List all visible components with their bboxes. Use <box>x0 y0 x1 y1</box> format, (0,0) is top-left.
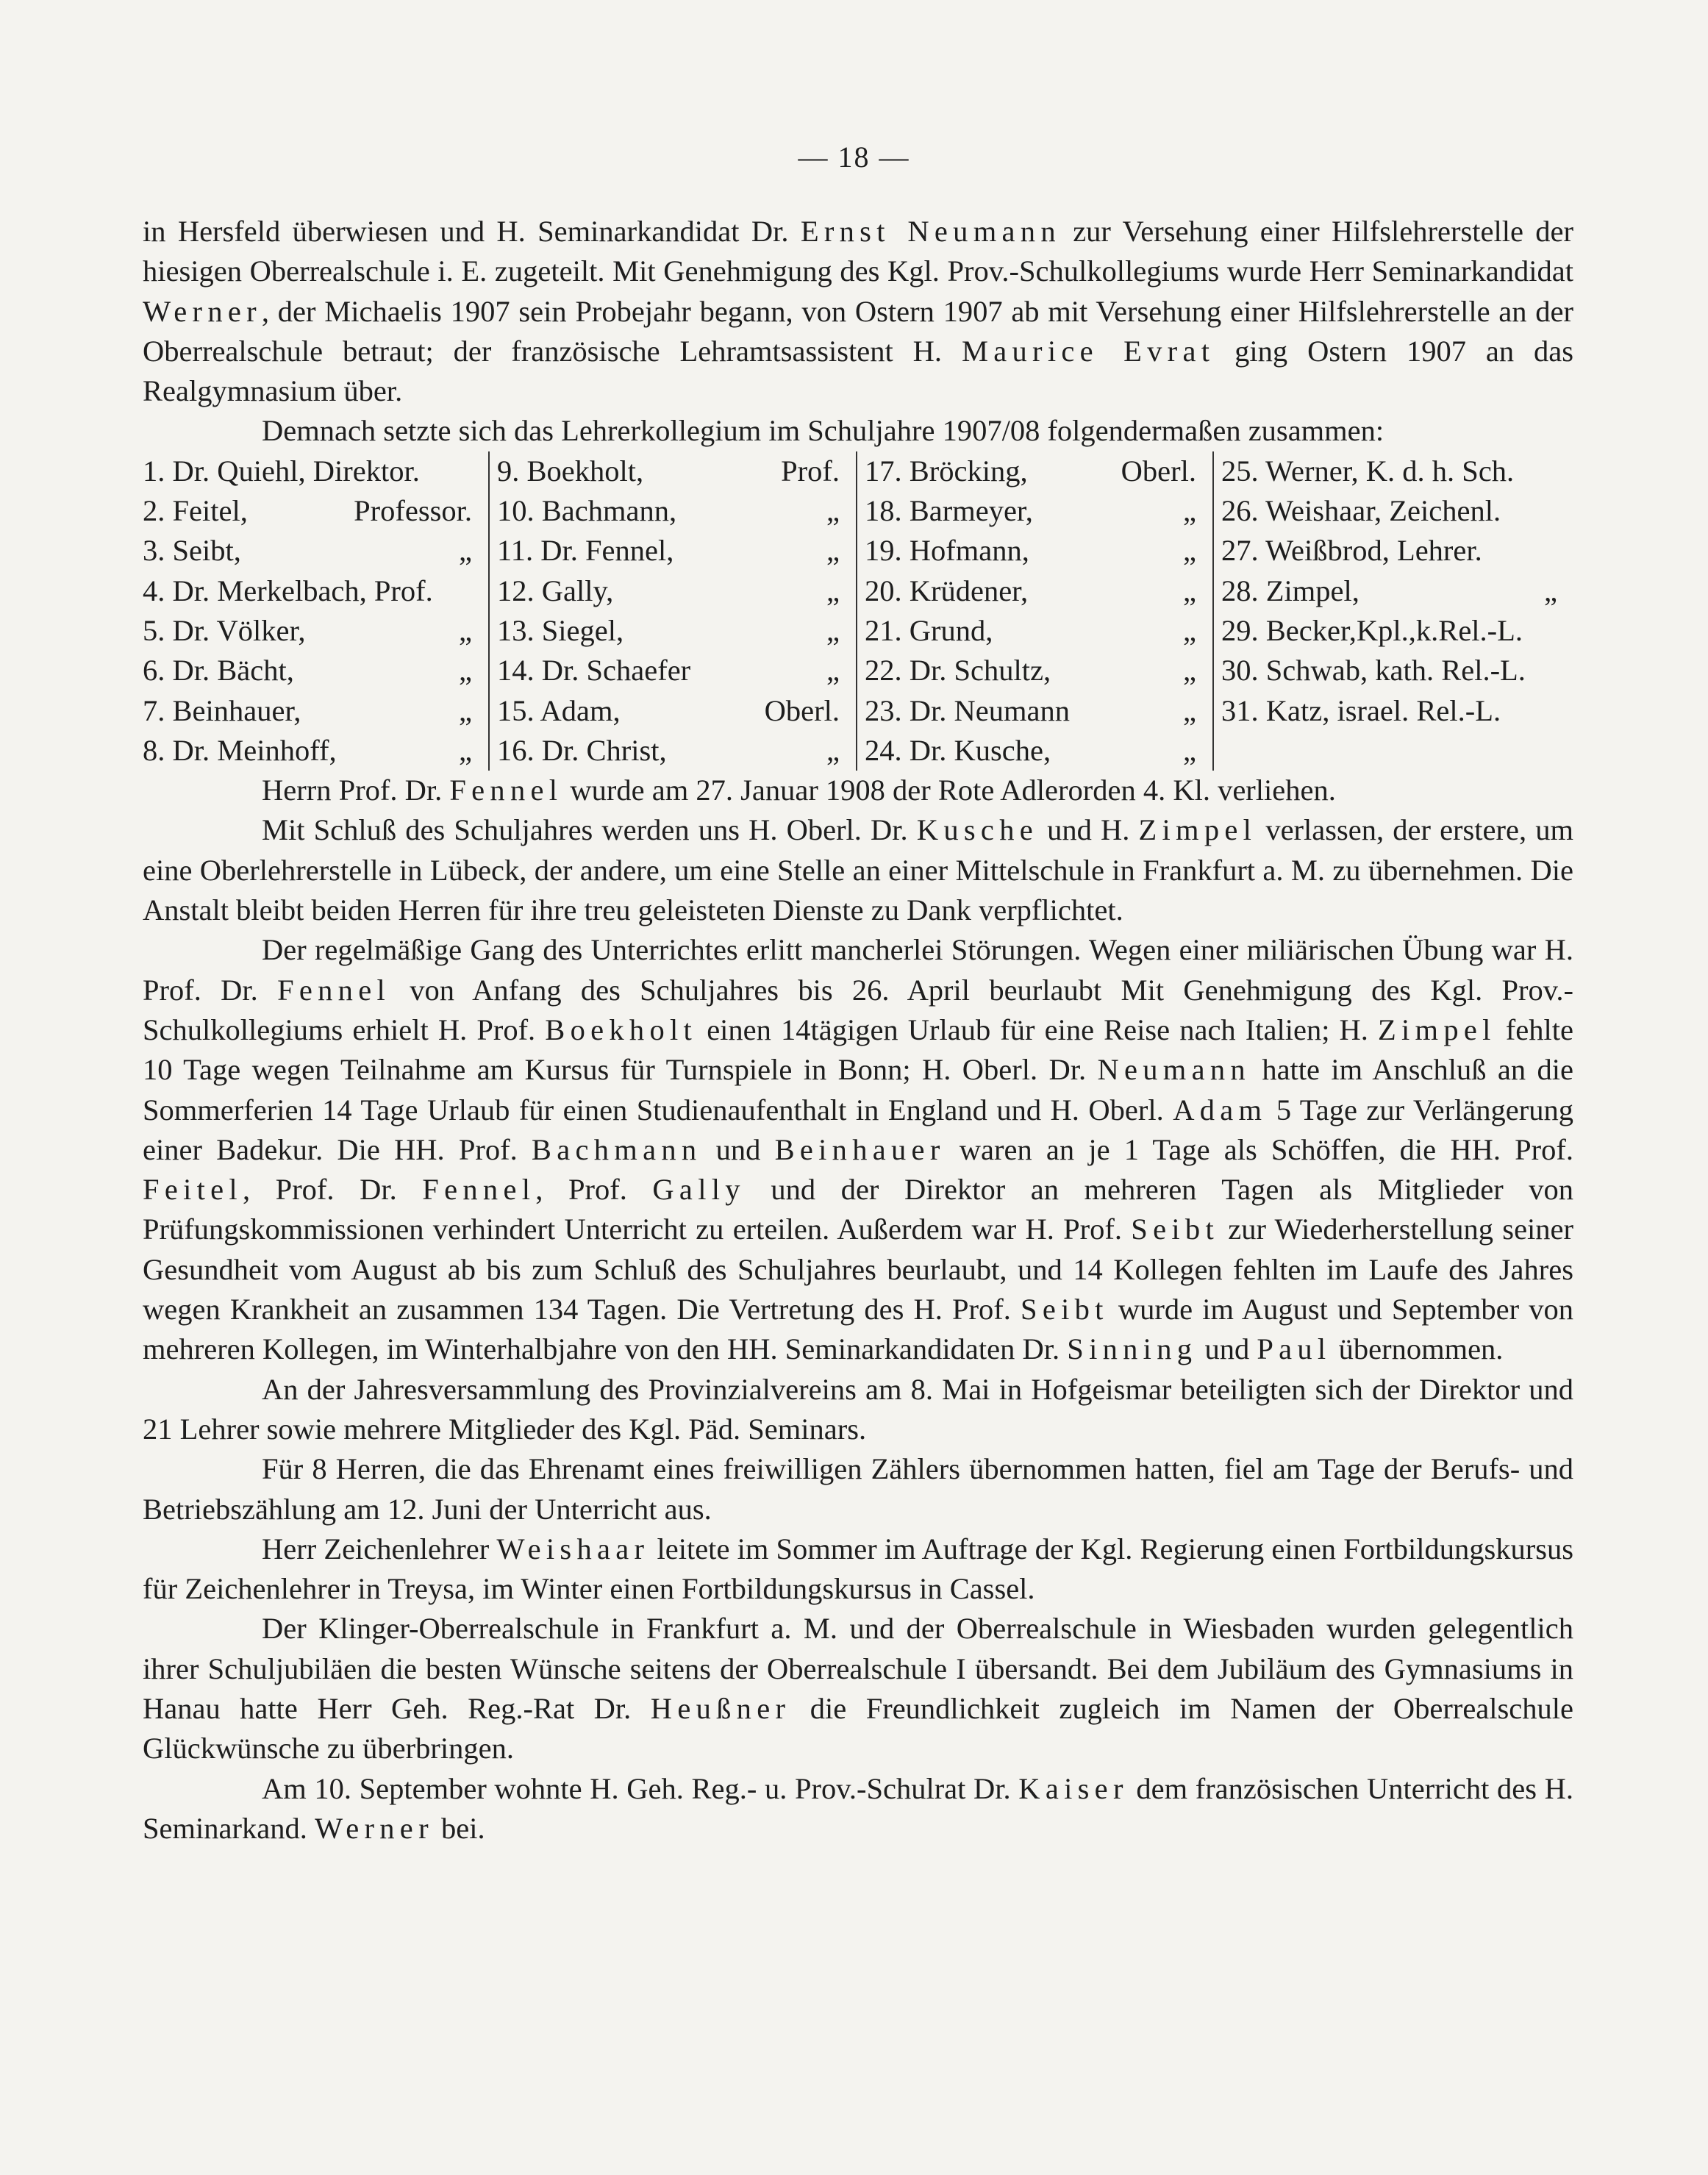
staff-name: 21. Grund, <box>865 613 993 647</box>
paragraph <box>143 1609 1573 1768</box>
staff-title: „ <box>826 534 840 568</box>
text-run: , Prof. <box>535 1173 653 1207</box>
staff-title <box>1557 651 1573 690</box>
staff-title: „ <box>1183 693 1196 727</box>
staff-name: 11. Dr. Fennel, <box>497 534 674 568</box>
staff-entry <box>1221 691 1573 731</box>
spaced-name: Kaiser <box>1018 1771 1129 1805</box>
staff-name: 9. Boekholt, <box>497 454 644 488</box>
staff-title <box>1557 531 1573 571</box>
staff-entry <box>865 571 1212 611</box>
spaced-name: Kusche <box>916 813 1038 847</box>
staff-name: 8. Dr. Meinhoff, <box>143 733 337 767</box>
text-run: einen 14tägigen Urlaub für eine Reise nach Italien; H. <box>697 1013 1378 1046</box>
staff-entry <box>143 611 488 651</box>
staff-entry <box>143 491 488 531</box>
staff-entry <box>143 651 488 690</box>
staff-title: „ <box>826 494 840 528</box>
staff-name: 14. Dr. Schaefer <box>497 654 691 688</box>
staff-title: „ <box>459 693 472 727</box>
paragraph <box>143 411 1573 451</box>
staff-name: 27. Weißbrod, Lehrer. <box>1221 534 1482 568</box>
staff-title: „ <box>1183 613 1196 647</box>
text-run: Demnach setzte sich das Lehrerkollegium im Schuljahre 1907/08 folgendermaßen zusammen: <box>262 414 1384 448</box>
text-run: ging Ostern 1907 an das Realgymnasium über. <box>143 334 1573 408</box>
intro-paragraphs <box>143 212 1573 451</box>
staff-name: 19. Hofmann, <box>865 534 1029 568</box>
staff-name: 25. Werner, K. d. h. Sch. <box>1221 454 1515 488</box>
text-run: Am 10. September wohnte H. Geh. Reg.- u. Prov.-Schulrat Dr. <box>262 1771 1019 1805</box>
staff-title: „ <box>826 613 840 647</box>
staff-name: 2. Feitel, <box>143 494 248 528</box>
paragraph <box>143 771 1573 810</box>
spaced-name: Fennel <box>422 1173 536 1207</box>
staff-entry <box>497 651 856 690</box>
staff-name: 10. Bachmann, <box>497 494 677 528</box>
text-run: leitete im Sommer im Auftrage der Kgl. Regierung einen Fortbildungskursus für Zeichenlehrer in Treysa, im Winter einen Fortbildungskursus in Cassel. <box>143 1532 1573 1606</box>
staff-title <box>472 571 488 611</box>
paragraph <box>143 212 1573 411</box>
staff-title: „ <box>1183 574 1196 607</box>
staff-entry <box>1221 531 1573 571</box>
staff-name: 30. Schwab, kath. Rel.-L. <box>1221 654 1526 688</box>
staff-name: 7. Beinhauer, <box>143 693 301 727</box>
staff-name: 20. Krüdener, <box>865 574 1029 607</box>
staff-entry <box>143 691 488 731</box>
staff-entry <box>865 691 1212 731</box>
text-run: zur Wiederherstellung seiner Gesundheit vom August ab bis zum Schluß des Schuljahres beurlaubt, und 14 Kollegen fehlten im Laufe des Jahres wegen Krankheit an zusammen 134 Tagen. Die Vertretung des H. Prof. <box>143 1212 1574 1326</box>
staff-title: „ <box>826 574 840 607</box>
text-run: wurde im August und September von mehreren Kollegen, im Winterhalbjahre von den HH. Seminarkandidaten Dr. <box>143 1293 1574 1366</box>
spaced-name: Beinhauer <box>774 1132 946 1166</box>
staff-name: 16. Dr. Christ, <box>497 733 667 767</box>
text-run: Für 8 Herren, die das Ehrenamt eines freiwilligen Zählers übernommen hatten, fiel am Tage der Berufs- und Betriebszählung am 12. Juni der Unterricht aus. <box>143 1452 1573 1526</box>
text-run: hatte im Anschluß an die Sommerferien 14 Tage Urlaub für einen Studienaufenthalt in England und H. Oberl. <box>143 1053 1573 1126</box>
staff-name: 29. Becker,Kpl.,k.Rel.-L. <box>1221 613 1523 647</box>
staff-column <box>856 451 1212 771</box>
staff-entry <box>1221 491 1573 531</box>
staff-name: 24. Dr. Kusche, <box>865 733 1051 767</box>
staff-column <box>143 451 488 771</box>
spaced-name: Bachmann <box>531 1132 702 1166</box>
staff-entry <box>865 451 1212 491</box>
page-body <box>143 212 1573 1849</box>
spaced-name: Boekholt <box>545 1013 698 1046</box>
spaced-name: Werner <box>143 294 262 328</box>
spaced-name: Gally <box>652 1173 746 1207</box>
page-number: — 18 — <box>798 140 910 174</box>
text-run: verlassen, der erstere, um eine Oberlehrerstelle in Lübeck, der andere, um eine Stelle an einer Mittelschule in Frankfurt a. M. zu übernehmen. Die Anstalt bleibt beiden Herren für ihre treu geleisteten Dienste zu Dank verpflichtet. <box>143 813 1573 927</box>
staff-title: „ <box>1183 534 1196 568</box>
staff-entry <box>1221 611 1573 651</box>
staff-name: 13. Siegel, <box>497 613 624 647</box>
staff-title: „ <box>459 733 472 767</box>
staff-entry <box>1221 651 1573 690</box>
staff-title: Oberl. <box>764 693 840 727</box>
text-run: zur Versehung einer Hilfslehrerstelle der hiesigen Oberrealschule i. E. zugeteilt. Mit Genehmigung des Kgl. Prov.-Schulkollegiums wurde Herr Seminarkandidat <box>143 215 1573 288</box>
paragraph <box>143 1769 1573 1849</box>
staff-name: 31. Katz, israel. Rel.-L. <box>1221 693 1501 727</box>
staff-name: 26. Weishaar, Zeichenl. <box>1221 494 1501 528</box>
spaced-name: Neumann <box>1097 1053 1251 1087</box>
staff-name: 6. Dr. Bächt, <box>143 654 294 688</box>
text-run: von Anfang des Schuljahres bis 26. April beurlaubt Mit Genehmigung des Kgl. Prov.-Schulkollegiums erhielt H. Prof. <box>143 973 1573 1046</box>
text-run: Der regelmäßige Gang des Unterrichtes erlitt mancherlei Störungen. Wegen einer miliärischen Übung war H. Prof. Dr. <box>143 933 1573 1007</box>
staff-title <box>472 451 488 491</box>
staff-entry <box>1221 451 1573 491</box>
spaced-name: Weishaar <box>496 1532 650 1565</box>
text-run: An der Jahresversammlung des Provinzialvereins am 8. Mai in Hofgeismar beteiligten sich der Direktor und 21 Lehrer sowie mehrere Mitglieder des Kgl. Päd. Seminars. <box>143 1372 1573 1446</box>
text-run: in Hersfeld überwiesen und H. Seminarkandidat Dr. <box>143 215 801 248</box>
staff-entry <box>497 731 856 771</box>
spaced-name: Werner <box>314 1811 434 1845</box>
staff-column <box>1212 451 1573 771</box>
text-run: Der Klinger-Oberrealschule in Frankfurt a. M. und der Oberrealschule in Wiesbaden wurden gelegentlich ihrer Schuljubiläen die besten Wünsche seitens der Oberrealschule I übersandt. Bei dem Jubiläum des Gymnasiums in Hanau hatte Herr Geh. Reg.-Rat Dr. <box>143 1612 1573 1725</box>
staff-name: 1. Dr. Quiehl, Direktor. <box>143 454 420 488</box>
staff-title: „ <box>459 613 472 647</box>
staff-entry <box>143 451 488 491</box>
paragraph <box>143 1370 1573 1450</box>
spaced-name: Zimpel <box>1377 1013 1496 1046</box>
text-run: Mit Schluß des Schuljahres werden uns H. Oberl. Dr. <box>262 813 917 847</box>
text-run: waren an je 1 Tage als Schöffen, die HH. Prof. <box>945 1132 1574 1166</box>
text-run: Herrn Prof. Dr. <box>262 774 450 807</box>
staff-title: „ <box>1544 574 1557 607</box>
staff-title: „ <box>826 654 840 688</box>
spaced-name: Adam <box>1173 1093 1268 1126</box>
spaced-name: Fennel <box>449 774 563 807</box>
paragraph <box>143 930 1573 1369</box>
text-run: die Freundlichkeit zugleich im Namen der Oberrealschule Glückwünsche zu überbringen. <box>143 1691 1573 1765</box>
spaced-name: Maurice Evrat <box>961 334 1215 368</box>
text-run: Herr Zeichenlehrer <box>262 1532 497 1565</box>
text-run: und <box>701 1132 775 1166</box>
text-run: , Prof. Dr. <box>242 1173 423 1207</box>
spaced-name: Sinning <box>1067 1332 1198 1366</box>
staff-title <box>1557 611 1573 651</box>
staff-entry <box>1221 571 1573 611</box>
staff-name: 17. Bröcking, <box>865 454 1028 488</box>
spaced-name: Paul <box>1257 1332 1332 1366</box>
body-paragraphs <box>143 771 1573 1849</box>
text-run: und <box>1197 1332 1257 1366</box>
text-run: 5 Tage zur Verlängerung einer Badekur. Die HH. Prof. <box>143 1093 1574 1166</box>
staff-title: „ <box>459 534 472 568</box>
spaced-name: Heußner <box>650 1691 791 1725</box>
staff-title: „ <box>826 733 840 767</box>
staff-entry <box>143 731 488 771</box>
text-run: und H. <box>1038 813 1139 847</box>
staff-title: Prof. <box>781 454 840 488</box>
staff-entry <box>865 531 1212 571</box>
staff-name: 23. Dr. Neumann <box>865 693 1070 727</box>
text-run: wurde am 27. Januar 1908 der Rote Adlerorden 4. Kl. verliehen. <box>562 774 1336 807</box>
staff-title: „ <box>459 654 472 688</box>
paragraph <box>143 810 1573 930</box>
staff-entry <box>497 491 856 531</box>
text-run: übernommen. <box>1331 1332 1504 1366</box>
staff-name: 5. Dr. Völker, <box>143 613 306 647</box>
paragraph <box>143 1449 1573 1529</box>
staff-entry <box>143 531 488 571</box>
staff-name: 12. Gally, <box>497 574 614 607</box>
staff-title: „ <box>1183 733 1196 767</box>
staff-entry <box>865 611 1212 651</box>
text-run: fehlte 10 Tage wegen Teilnahme am Kursus für Turnspiele in Bonn; H. Oberl. Dr. <box>143 1013 1573 1087</box>
staff-entry <box>497 691 856 731</box>
staff-entry <box>497 451 856 491</box>
text-run: und der Direktor an mehreren Tagen als Mitglieder von Prüfungskommissionen verhindert Unterricht zu erteilen. Außerdem war H. Prof. <box>143 1173 1574 1246</box>
spaced-name: Feitel <box>143 1173 243 1207</box>
spaced-name: Seibt <box>1021 1293 1109 1326</box>
spaced-name: Fennel <box>277 973 391 1007</box>
spaced-name: Ernst Neumann <box>800 215 1061 248</box>
staff-name: 28. Zimpel, <box>1221 574 1359 607</box>
staff-entry <box>497 571 856 611</box>
staff-title: Professor. <box>354 494 472 528</box>
staff-entry <box>865 731 1212 771</box>
spaced-name: Zimpel <box>1138 813 1257 847</box>
staff-title <box>1557 451 1573 491</box>
staff-title: „ <box>1183 494 1196 528</box>
staff-entry <box>865 651 1212 690</box>
text-run: , der Michaelis 1907 sein Probejahr begann, von Ostern 1907 ab mit Versehung einer Hilfslehrerstelle an der Oberrealschule betraut; der französische Lehramtsassistent H. <box>143 294 1573 368</box>
spaced-name: Seibt <box>1131 1212 1219 1246</box>
staff-name: 15. Adam, <box>497 693 621 727</box>
staff-entry <box>497 611 856 651</box>
staff-title <box>1557 491 1573 531</box>
staff-name: 18. Barmeyer, <box>865 494 1033 528</box>
staff-name: 22. Dr. Schultz, <box>865 654 1051 688</box>
staff-column <box>488 451 856 771</box>
staff-entry <box>143 571 488 611</box>
staff-name: 3. Seibt, <box>143 534 241 568</box>
staff-name: 4. Dr. Merkelbach, Prof. <box>143 574 433 607</box>
staff-list <box>143 451 1573 771</box>
staff-entry <box>497 531 856 571</box>
text-run: dem französischen Unterricht des H. Seminarkand. <box>143 1771 1574 1845</box>
staff-entry <box>865 491 1212 531</box>
staff-title: „ <box>1183 654 1196 688</box>
text-run: bei. <box>433 1811 485 1845</box>
staff-title <box>1557 691 1573 731</box>
paragraph <box>143 1529 1573 1610</box>
staff-title: Oberl. <box>1121 454 1196 488</box>
